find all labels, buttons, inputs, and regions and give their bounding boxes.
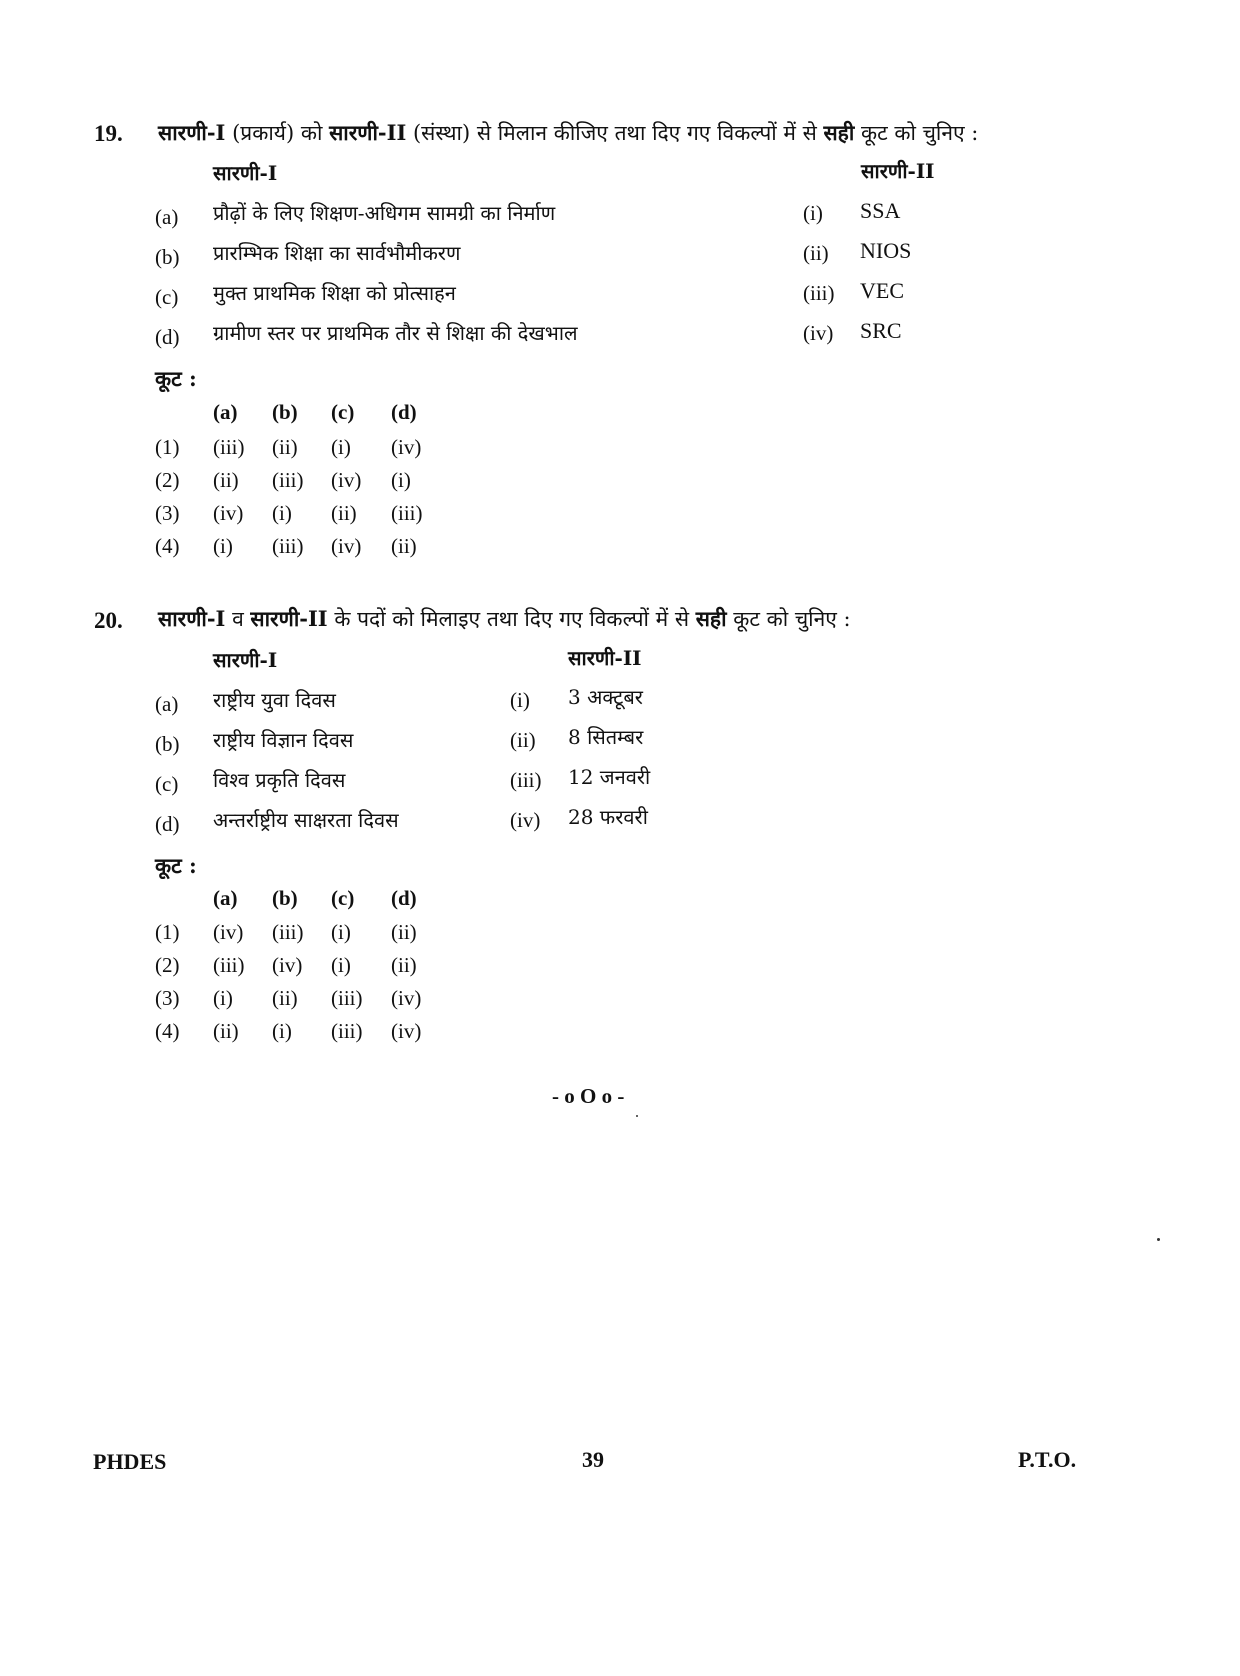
list2-label: (i) — [510, 688, 530, 712]
koot-cell: (ii) — [213, 1019, 239, 1043]
koot-label: कूट : — [155, 853, 197, 878]
question-number: 20. — [94, 608, 123, 633]
koot-cell: (i) — [213, 534, 233, 558]
list1-item: प्रारम्भिक शिक्षा का सार्वभौमीकरण — [213, 241, 461, 265]
list2-item: 3 अक्टूबर — [568, 685, 643, 709]
question-stem: सारणी-I व सारणी-II के पदों को मिलाइए तथा दिए गए विकल्पों में से सही कूट को चुनिए : — [158, 606, 851, 631]
koot-cell: (i) — [331, 920, 351, 944]
list2-label: (iii) — [510, 768, 542, 792]
koot-cell: (ii) — [391, 953, 417, 977]
koot-cell: (iv) — [391, 1019, 422, 1043]
list1-label: (d) — [155, 325, 180, 349]
koot-cell: (iv) — [391, 435, 422, 459]
koot-option: (4) — [155, 1019, 180, 1043]
koot-option: (3) — [155, 501, 180, 525]
list2-label: (iv) — [803, 321, 834, 345]
koot-cell: (iii) — [272, 468, 304, 492]
list2-item: SSA — [860, 198, 901, 223]
end-of-section-mark: - o O o - — [552, 1084, 625, 1108]
koot-cell: (ii) — [331, 501, 357, 525]
page-number: 39 — [582, 1447, 604, 1472]
list1-item: राष्ट्रीय युवा दिवस — [213, 688, 336, 712]
koot-option: (3) — [155, 986, 180, 1010]
koot-cell: (iii) — [331, 1019, 363, 1043]
koot-cell: (ii) — [272, 435, 298, 459]
koot-header: (a) — [213, 886, 238, 910]
list1-item: राष्ट्रीय विज्ञान दिवस — [213, 728, 354, 752]
koot-option: (4) — [155, 534, 180, 558]
list1-label: (c) — [155, 772, 179, 796]
list1-header: सारणी-I — [213, 648, 278, 672]
koot-cell: (ii) — [213, 468, 239, 492]
list1-item: विश्व प्रकृति दिवस — [213, 768, 346, 792]
list2-item: 28 फरवरी — [568, 805, 648, 829]
koot-option: (2) — [155, 953, 180, 977]
koot-header: (c) — [331, 400, 355, 424]
koot-cell: (iii) — [272, 920, 304, 944]
koot-option: (2) — [155, 468, 180, 492]
koot-option: (1) — [155, 920, 180, 944]
koot-header: (d) — [391, 400, 417, 424]
koot-cell: (i) — [272, 1019, 292, 1043]
koot-header: (b) — [272, 886, 298, 910]
scan-speck — [636, 1115, 638, 1117]
koot-cell: (iv) — [213, 920, 244, 944]
list2-item: 12 जनवरी — [568, 765, 651, 789]
koot-header: (d) — [391, 886, 417, 910]
pto-mark: P.T.O. — [1018, 1447, 1077, 1472]
koot-cell: (i) — [272, 501, 292, 525]
list1-label: (b) — [155, 732, 180, 756]
koot-cell: (iv) — [391, 986, 422, 1010]
koot-cell: (iii) — [391, 501, 423, 525]
list2-item: NIOS — [860, 238, 912, 263]
list1-item: अन्तर्राष्ट्रीय साक्षरता दिवस — [213, 808, 399, 832]
list1-label: (b) — [155, 245, 180, 269]
koot-label: कूट : — [155, 366, 197, 391]
scan-speck — [1157, 1238, 1160, 1241]
koot-cell: (i) — [331, 435, 351, 459]
list2-item: VEC — [860, 278, 904, 303]
list1-label: (a) — [155, 692, 179, 716]
list2-label: (iii) — [803, 281, 835, 305]
list1-label: (c) — [155, 285, 179, 309]
koot-cell: (iv) — [331, 534, 362, 558]
list2-label: (ii) — [803, 241, 829, 265]
koot-cell: (ii) — [391, 534, 417, 558]
list2-label: (i) — [803, 201, 823, 225]
list2-item: SRC — [860, 318, 902, 343]
list1-item: ग्रामीण स्तर पर प्राथमिक तौर से शिक्षा की देखभाल — [213, 321, 578, 345]
koot-cell: (iii) — [331, 986, 363, 1010]
koot-cell: (iv) — [331, 468, 362, 492]
list2-item: 8 सितम्बर — [568, 725, 644, 749]
koot-cell: (iv) — [272, 953, 303, 977]
koot-cell: (i) — [213, 986, 233, 1010]
koot-option: (1) — [155, 435, 180, 459]
list2-header: सारणी-II — [861, 159, 935, 183]
question-stem: सारणी-I (प्रकार्य) को सारणी-II (संस्था) से मिलान कीजिए तथा दिए गए विकल्पों में से सही कूट को चुनिए : — [158, 120, 979, 145]
question-number: 19. — [94, 121, 123, 146]
koot-header: (b) — [272, 400, 298, 424]
koot-cell: (iii) — [272, 534, 304, 558]
koot-cell: (iii) — [213, 435, 245, 459]
koot-header: (c) — [331, 886, 355, 910]
koot-cell: (iii) — [213, 953, 245, 977]
koot-cell: (ii) — [272, 986, 298, 1010]
list2-header: सारणी-II — [568, 646, 642, 670]
list1-label: (a) — [155, 205, 179, 229]
koot-header: (a) — [213, 400, 238, 424]
list1-item: मुक्त प्राथमिक शिक्षा को प्रोत्साहन — [213, 281, 456, 305]
list1-item: प्रौढ़ों के लिए शिक्षण-अधिगम सामग्री का निर्माण — [213, 201, 556, 225]
koot-cell: (ii) — [391, 920, 417, 944]
list2-label: (ii) — [510, 728, 536, 752]
list1-header: सारणी-I — [213, 161, 278, 185]
koot-cell: (iv) — [213, 501, 244, 525]
koot-cell: (i) — [331, 953, 351, 977]
list2-label: (iv) — [510, 808, 541, 832]
footer-code: PHDES — [93, 1449, 167, 1474]
koot-cell: (i) — [391, 468, 411, 492]
list1-label: (d) — [155, 812, 180, 836]
